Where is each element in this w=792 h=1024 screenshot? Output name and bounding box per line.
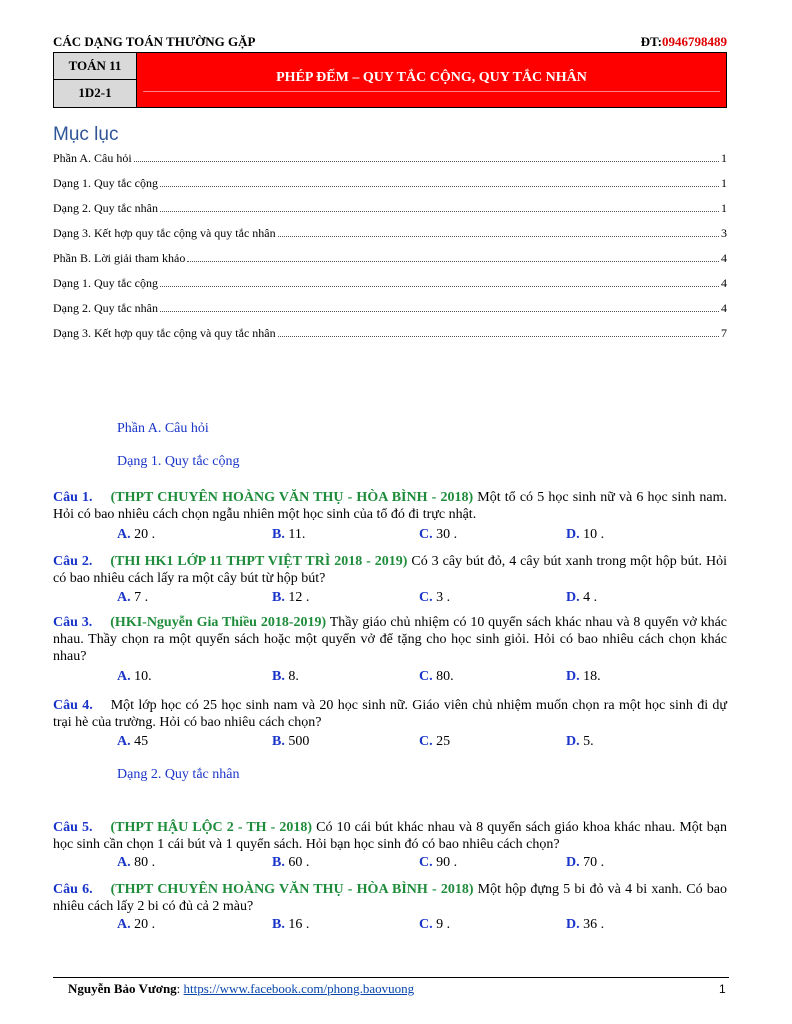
answer-row	[117, 590, 677, 607]
question-source: (HKI-Nguyễn Gia Thiều 2018-2019)	[110, 615, 327, 630]
answer-key: D.	[566, 855, 580, 870]
toc-entry-page: 4	[721, 301, 727, 315]
answer-option	[566, 917, 604, 933]
answer-value: 16 .	[284, 917, 310, 932]
answer-value: 80.	[432, 669, 454, 684]
question-text: Có 3 cây bút đỏ, 4 cây bút xanh trong một hộp bút. Hỏi có bao nhiêu cách lấy ra một cây bút từ hộp bút?	[53, 554, 727, 586]
answer-key: B.	[272, 917, 285, 932]
banner-divider	[143, 91, 720, 92]
answer-key: B.	[272, 527, 285, 542]
toc-leader	[160, 186, 719, 187]
toc-entry-page: 1	[721, 151, 727, 165]
question	[53, 881, 727, 915]
answer-key: B.	[272, 669, 285, 684]
question	[53, 553, 727, 587]
title-banner	[137, 53, 726, 107]
answer-key: C.	[419, 590, 433, 605]
answer-value: 60 .	[284, 855, 310, 870]
question-source: (THPT CHUYÊN HOÀNG VĂN THỤ - HÒA BÌNH - 2018)	[110, 490, 474, 505]
answer-option	[419, 669, 454, 685]
toc-entry[interactable]	[53, 201, 727, 226]
answer-option	[419, 855, 457, 871]
document-title: PHÉP ĐẾM – QUY TẮC CỘNG, QUY TẮC NHÂN	[276, 70, 587, 85]
section-heading-dang2: Dạng 2. Quy tắc nhân	[117, 767, 240, 782]
answer-value: 500	[284, 734, 310, 749]
answer-key: B.	[272, 590, 285, 605]
answer-value: 12 .	[284, 590, 310, 605]
answer-key: C.	[419, 734, 433, 749]
answer-key: A.	[117, 855, 131, 870]
answer-option	[117, 669, 152, 685]
answer-value: 80 .	[130, 855, 156, 870]
question-number: Câu 4.	[53, 698, 93, 713]
toc-entry-label: Dạng 2. Quy tắc nhân	[53, 301, 158, 315]
answer-key: D.	[566, 669, 580, 684]
section-heading-dang1: Dạng 1. Quy tắc cộng	[117, 454, 240, 469]
toc-entry-label: Dạng 1. Quy tắc cộng	[53, 176, 158, 190]
question-text: Có 10 cái bút khác nhau và 8 quyển sách giáo khoa khác nhau. Một bạn học sinh cần chọn 1 cái bút và 1 quyển sách. Hỏi bạn học sinh đó có bao nhiêu cách chọn?	[53, 820, 727, 852]
subject-code: 1D2-1	[78, 85, 112, 100]
subject-label: TOÁN 11	[54, 53, 136, 80]
answer-option	[419, 590, 450, 606]
phone-number: 0946798489	[662, 34, 727, 49]
toc-entry-label: Phần A. Câu hỏi	[53, 151, 132, 165]
answer-key: B.	[272, 734, 285, 749]
toc-entry[interactable]	[53, 151, 727, 176]
title-box	[53, 52, 727, 108]
question	[53, 819, 727, 853]
answer-value: 9 .	[432, 917, 451, 932]
answer-value: 20 .	[130, 917, 156, 932]
header-phone	[641, 34, 727, 50]
question	[53, 489, 727, 523]
answer-key: C.	[419, 917, 433, 932]
answer-option	[272, 734, 309, 750]
toc-leader	[160, 211, 719, 212]
page-footer	[68, 981, 414, 997]
answer-option	[117, 527, 155, 543]
answer-option	[117, 590, 148, 606]
question-number: Câu 3.	[53, 615, 93, 630]
footer-separator: :	[176, 981, 184, 996]
question-text: Một lớp học có 25 học sinh nam và 20 học sinh nữ. Giáo viên chủ nhiệm muốn chọn ra một học sinh đi dự trại hè của trường. Hỏi có bao nhiêu cách chọn?	[53, 698, 727, 730]
toc-entry-label: Phần B. Lời giải tham khảo	[53, 251, 186, 265]
answer-value: 25	[432, 734, 451, 749]
question-number: Câu 6.	[53, 882, 93, 897]
answer-value: 20 .	[130, 527, 156, 542]
toc-entry-page: 3	[721, 226, 727, 240]
answer-value: 10 .	[579, 527, 605, 542]
answer-key: D.	[566, 590, 580, 605]
answer-option	[272, 527, 305, 543]
question-text: Một hộp đựng 5 bi đỏ và 4 bi xanh. Có bao nhiêu cách lấy 2 bi có đủ cả 2 màu?	[53, 882, 727, 914]
question-source: (THPT CHUYÊN HOÀNG VĂN THỤ - HÒA BÌNH - 2018)	[110, 882, 474, 897]
answer-value: 90 .	[432, 855, 458, 870]
answer-key: A.	[117, 590, 131, 605]
answer-option	[566, 734, 594, 750]
answer-option	[117, 734, 148, 750]
answer-value: 5.	[579, 734, 594, 749]
answer-key: D.	[566, 917, 580, 932]
answer-option	[419, 734, 450, 750]
footer-author: Nguyễn Bảo Vương	[68, 981, 177, 996]
toc-leader	[160, 311, 719, 312]
answer-key: B.	[272, 855, 285, 870]
answer-option	[566, 855, 604, 871]
question-text: Một tổ có 5 học sinh nữ và 6 học sinh nam. Hỏi có bao nhiêu cách chọn ngẫu nhiên một học sinh của tổ đó đi trực nhật.	[53, 490, 727, 522]
toc-entry[interactable]	[53, 276, 727, 301]
answer-row	[117, 527, 677, 544]
toc-leader	[278, 236, 719, 237]
answer-key: A.	[117, 527, 131, 542]
answer-value: 4 .	[579, 590, 598, 605]
answer-option	[272, 590, 309, 606]
toc-entry[interactable]	[53, 226, 727, 251]
header-title: CÁC DẠNG TOÁN THƯỜNG GẶP	[53, 34, 256, 49]
toc-leader	[278, 336, 719, 337]
answer-option	[566, 669, 601, 685]
answer-key: C.	[419, 855, 433, 870]
answer-value: 45	[130, 734, 149, 749]
toc-heading: Mục lục	[53, 124, 119, 145]
footer-facebook-link[interactable]: https://www.facebook.com/phong.baovuong	[183, 981, 415, 996]
title-subject-cell	[54, 53, 137, 107]
toc-entry-page: 1	[721, 201, 727, 215]
answer-row	[117, 855, 677, 872]
toc-entry-page: 4	[721, 276, 727, 290]
answer-key: A.	[117, 734, 131, 749]
answer-value: 70 .	[579, 855, 605, 870]
answer-value: 8.	[284, 669, 299, 684]
toc-entry-page: 4	[721, 251, 727, 265]
answer-key: D.	[566, 734, 580, 749]
question	[53, 697, 727, 731]
toc-leader	[187, 261, 719, 262]
answer-value: 11.	[284, 527, 306, 542]
answer-row	[117, 917, 677, 934]
question-source: (THI HK1 LỚP 11 THPT VIỆT TRÌ 2018 - 2019)	[110, 554, 408, 569]
question	[53, 614, 727, 665]
answer-option	[419, 917, 450, 933]
answer-key: D.	[566, 527, 580, 542]
question-number: Câu 1.	[53, 490, 93, 505]
answer-option	[117, 917, 155, 933]
page-number: 1	[719, 982, 726, 996]
answer-value: 30 .	[432, 527, 458, 542]
answer-row	[117, 734, 677, 751]
toc-entry-label: Dạng 3. Kết hợp quy tắc cộng và quy tắc nhân	[53, 226, 276, 240]
answer-value: 18.	[579, 669, 601, 684]
answer-key: C.	[419, 527, 433, 542]
toc-entry-label: Dạng 3. Kết hợp quy tắc cộng và quy tắc nhân	[53, 326, 276, 340]
toc-leader	[134, 161, 719, 162]
question-number: Câu 5.	[53, 820, 93, 835]
answer-value: 3 .	[432, 590, 451, 605]
question-number: Câu 2.	[53, 554, 93, 569]
question-source: (THPT HẬU LỘC 2 - TH - 2018)	[110, 820, 313, 835]
answer-option	[272, 669, 299, 685]
toc-entry-label: Dạng 1. Quy tắc cộng	[53, 276, 158, 290]
toc-entry[interactable]	[53, 176, 727, 201]
answer-option	[272, 855, 309, 871]
toc-entry-page: 7	[721, 326, 727, 340]
answer-option	[566, 590, 597, 606]
toc-entry-label: Dạng 2. Quy tắc nhân	[53, 201, 158, 215]
answer-option	[117, 855, 155, 871]
answer-key: A.	[117, 669, 131, 684]
answer-key: A.	[117, 917, 131, 932]
toc-entry-page: 1	[721, 176, 727, 190]
section-heading-part-a: Phần A. Câu hỏi	[117, 421, 209, 436]
toc-entry[interactable]	[53, 251, 727, 276]
toc-entry[interactable]	[53, 301, 727, 326]
answer-value: 7 .	[130, 590, 149, 605]
answer-option	[419, 527, 457, 543]
toc-leader	[160, 286, 719, 287]
table-of-contents	[53, 151, 727, 351]
answer-value: 36 .	[579, 917, 605, 932]
answer-key: C.	[419, 669, 433, 684]
footer-divider	[53, 977, 729, 978]
answer-option	[566, 527, 604, 543]
answer-row	[117, 669, 677, 686]
answer-option	[272, 917, 309, 933]
phone-label: ĐT:	[640, 34, 662, 49]
question-text: Thầy giáo chủ nhiệm có 10 quyển sách khác nhau và 8 quyển vở khác nhau. Thầy chọn ra một quyển sách hoặc một quyển vở để tặng cho học sinh giỏi. Hỏi có bao nhiêu cách chọn khác nhau?	[53, 615, 728, 664]
page-header	[53, 34, 727, 52]
toc-entry[interactable]	[53, 326, 727, 351]
answer-value: 10.	[130, 669, 152, 684]
